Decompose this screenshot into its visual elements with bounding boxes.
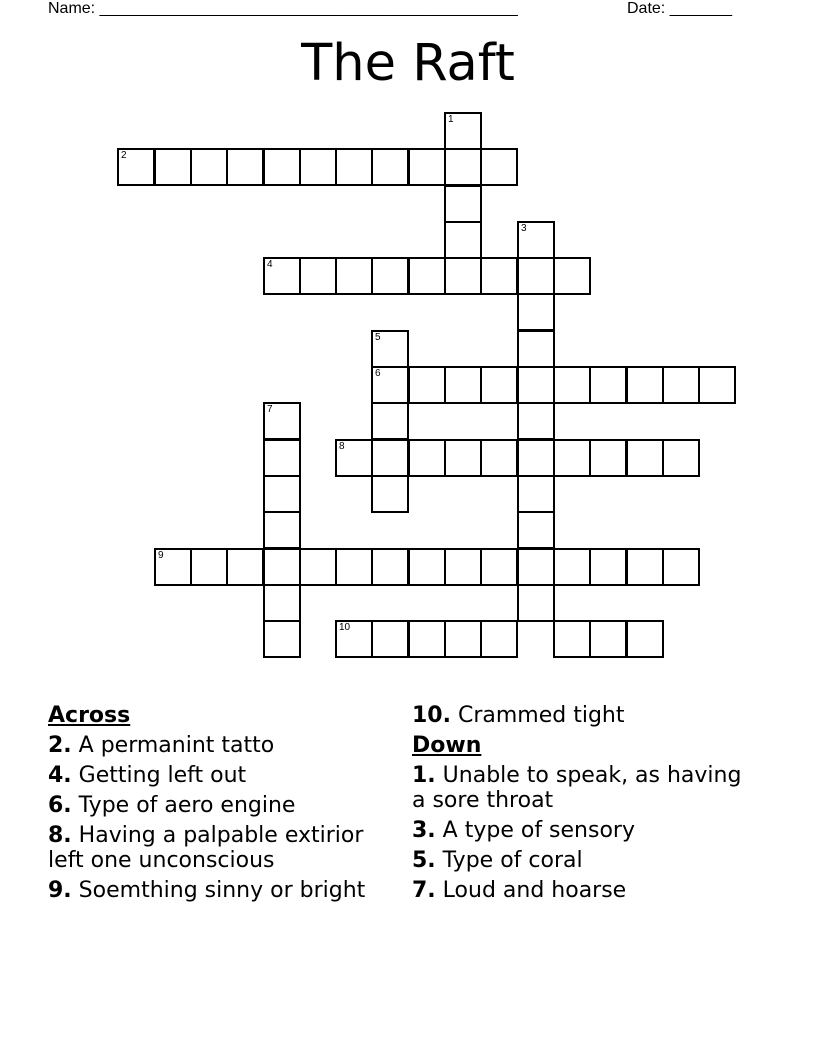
grid-cell xyxy=(480,620,518,658)
grid-cell xyxy=(553,257,591,295)
grid-cell xyxy=(444,366,482,404)
clue-across-9 xyxy=(48,878,378,903)
grid-cell xyxy=(517,221,555,259)
clue-number: 9. xyxy=(48,878,72,903)
clue-down-7 xyxy=(412,878,742,903)
grid-cell xyxy=(480,366,518,404)
grid-cell xyxy=(335,548,373,586)
clue-text: Soemthing sinny or bright xyxy=(78,878,366,903)
grid-cell xyxy=(371,330,409,368)
clue-number: 7. xyxy=(412,878,436,903)
grid-cell xyxy=(517,366,555,404)
date-field: Date: _______ xyxy=(627,0,732,17)
grid-cell xyxy=(408,620,446,658)
clue-text: Having a palpable extirior left one unconscious xyxy=(48,823,364,873)
clue-number: 10. xyxy=(412,703,451,728)
grid-cell xyxy=(226,148,264,186)
grid-cell xyxy=(154,548,192,586)
grid-cell xyxy=(444,185,482,223)
grid-cell xyxy=(408,548,446,586)
grid-cell xyxy=(480,439,518,477)
clue-text: A permanint tatto xyxy=(78,733,275,758)
grid-cell xyxy=(263,148,301,186)
clue-text: A type of sensory xyxy=(442,818,635,843)
clue-number: 1. xyxy=(412,763,436,788)
cell-number: 5 xyxy=(375,332,381,343)
clue-number: 8. xyxy=(48,823,72,848)
clue-across-4 xyxy=(48,763,378,788)
grid-cell xyxy=(335,620,373,658)
across-heading: Across xyxy=(48,703,131,728)
clue-number: 6. xyxy=(48,793,72,818)
grid-cell xyxy=(408,148,446,186)
clue-down-3 xyxy=(412,818,742,843)
grid-cell xyxy=(154,148,192,186)
clue-text: Crammed tight xyxy=(457,703,625,728)
grid-cell xyxy=(263,402,301,440)
clue-across-10 xyxy=(412,703,742,728)
clue-across-8 xyxy=(48,823,378,873)
grid-cell xyxy=(517,548,555,586)
grid-cell xyxy=(698,366,736,404)
grid-cell xyxy=(626,620,664,658)
cell-number: 8 xyxy=(339,441,345,452)
grid-cell xyxy=(408,366,446,404)
grid-cell xyxy=(626,366,664,404)
grid-cell xyxy=(626,548,664,586)
grid-cell xyxy=(480,257,518,295)
grid-cell xyxy=(117,148,155,186)
clue-number: 4. xyxy=(48,763,72,788)
clue-text: Unable to speak, as having a sore throat xyxy=(412,763,742,813)
grid-cell xyxy=(190,148,228,186)
grid-cell xyxy=(589,620,627,658)
cell-number: 4 xyxy=(267,259,273,270)
cell-number: 7 xyxy=(267,404,273,415)
grid-cell xyxy=(263,511,301,549)
grid-cell xyxy=(444,221,482,259)
grid-cell xyxy=(371,366,409,404)
grid-cell xyxy=(371,548,409,586)
grid-cell xyxy=(444,148,482,186)
clue-text: Type of coral xyxy=(442,848,583,873)
grid-cell xyxy=(263,475,301,513)
grid-cell xyxy=(553,548,591,586)
cell-number: 1 xyxy=(448,114,454,125)
grid-cell xyxy=(517,402,555,440)
grid-cell xyxy=(299,148,337,186)
cell-number: 9 xyxy=(158,550,164,561)
grid-cell xyxy=(263,620,301,658)
down-heading: Down xyxy=(412,733,482,758)
grid-cell xyxy=(335,148,373,186)
clues-right-column xyxy=(412,700,742,903)
grid-cell xyxy=(190,548,228,586)
grid-cell xyxy=(517,257,555,295)
grid-cell xyxy=(662,439,700,477)
grid-cell xyxy=(444,620,482,658)
clue-down-1 xyxy=(412,763,742,813)
grid-cell xyxy=(662,366,700,404)
puzzle-title: The Raft xyxy=(301,34,515,93)
grid-cell xyxy=(517,330,555,368)
grid-cell xyxy=(371,402,409,440)
cell-number: 2 xyxy=(121,150,127,161)
grid-cell xyxy=(263,584,301,622)
grid-cell xyxy=(408,439,446,477)
clue-across-6 xyxy=(48,793,378,818)
grid-cell xyxy=(371,439,409,477)
grid-cell xyxy=(517,475,555,513)
grid-cell xyxy=(299,257,337,295)
clue-number: 5. xyxy=(412,848,436,873)
clue-text: Loud and hoarse xyxy=(442,878,627,903)
grid-cell xyxy=(371,148,409,186)
grid-cell xyxy=(408,257,446,295)
clue-text: Getting left out xyxy=(78,763,247,788)
grid-cell xyxy=(626,439,664,477)
grid-cell xyxy=(553,366,591,404)
grid-cell xyxy=(589,548,627,586)
clue-text: Type of aero engine xyxy=(78,793,296,818)
clue-down-5 xyxy=(412,848,742,873)
header-row xyxy=(48,0,748,20)
clue-across-2 xyxy=(48,733,378,758)
grid-cell xyxy=(335,439,373,477)
name-field: Name: _______________________________________________ xyxy=(48,0,518,17)
grid-cell xyxy=(589,439,627,477)
grid-cell xyxy=(662,548,700,586)
clue-number: 2. xyxy=(48,733,72,758)
grid-cell xyxy=(589,366,627,404)
grid-cell xyxy=(263,257,301,295)
grid-cell xyxy=(444,112,482,150)
grid-cell xyxy=(517,584,555,622)
grid-cell xyxy=(371,257,409,295)
cell-number: 3 xyxy=(521,223,527,234)
clues-left-column xyxy=(48,700,378,903)
grid-cell xyxy=(553,620,591,658)
grid-cell xyxy=(480,148,518,186)
cell-number: 10 xyxy=(339,622,351,633)
grid-cell xyxy=(553,439,591,477)
clue-number: 3. xyxy=(412,818,436,843)
grid-cell xyxy=(226,548,264,586)
grid-cell xyxy=(263,439,301,477)
grid-cell xyxy=(371,620,409,658)
grid-cell xyxy=(517,439,555,477)
grid-cell xyxy=(517,511,555,549)
grid-cell xyxy=(480,548,518,586)
grid-cell xyxy=(371,475,409,513)
grid-cell xyxy=(517,293,555,331)
grid-cell xyxy=(299,548,337,586)
cell-number: 6 xyxy=(375,368,381,379)
grid-cell xyxy=(444,439,482,477)
grid-cell xyxy=(263,548,301,586)
grid-cell xyxy=(444,548,482,586)
grid-cell xyxy=(444,257,482,295)
grid-cell xyxy=(335,257,373,295)
